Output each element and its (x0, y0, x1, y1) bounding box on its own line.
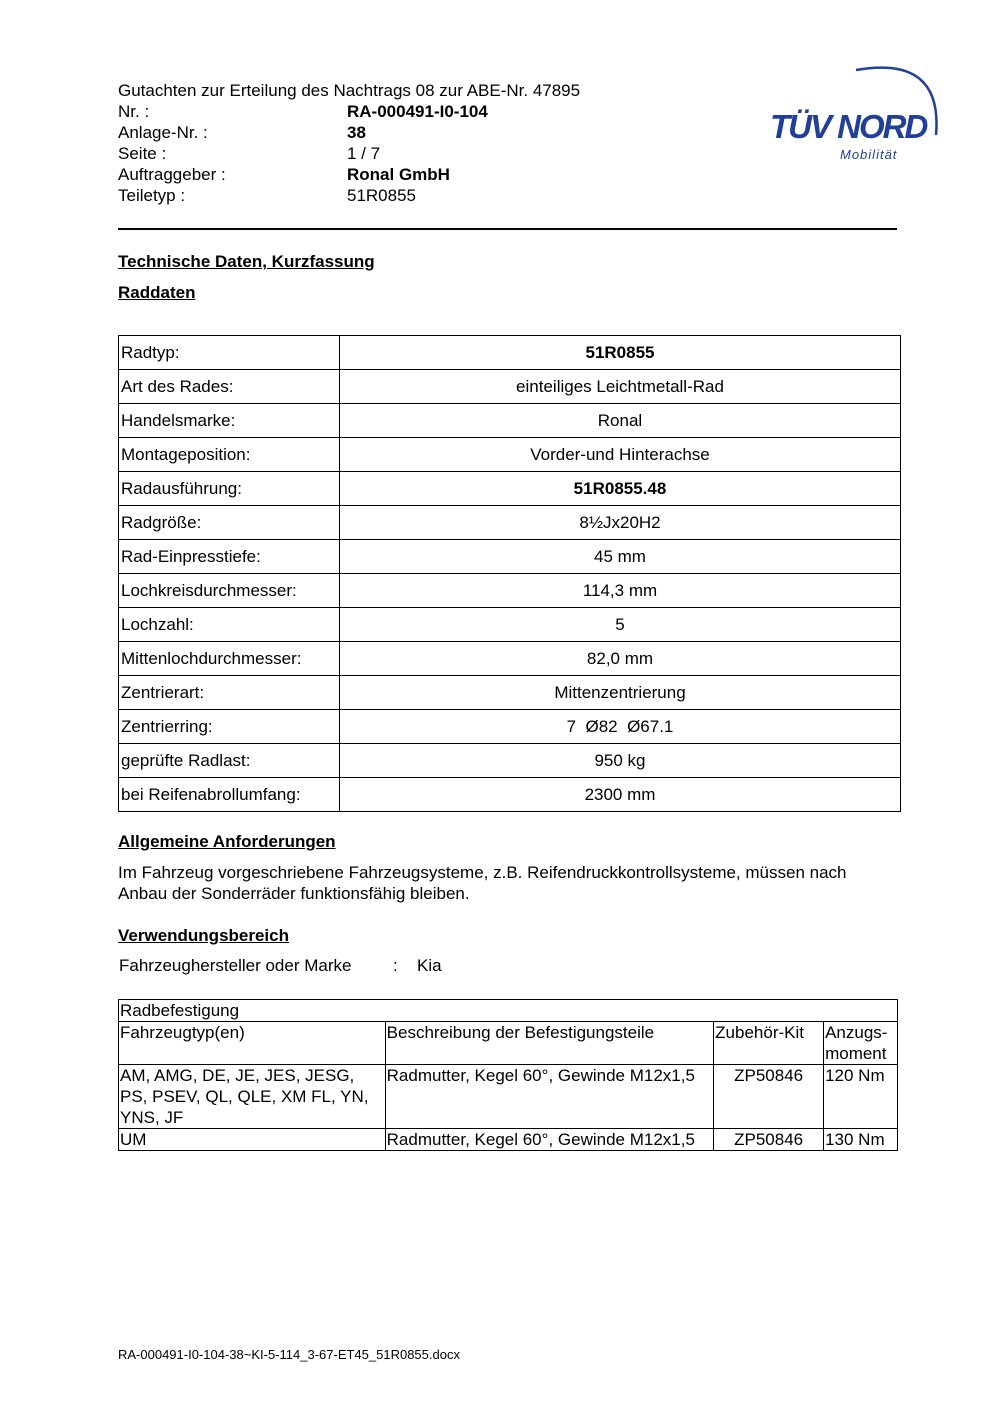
document-title: Gutachten zur Erteilung des Nachtrags 08 zur ABE-Nr. 47895 (118, 81, 581, 100)
row-value: 7 Ø82 Ø67.1 (340, 710, 901, 744)
row-label: Lochzahl: (119, 608, 340, 642)
table-row (119, 1129, 898, 1151)
header-divider (118, 228, 897, 230)
column-header: Anzugs-moment (824, 1022, 898, 1065)
row-label: Montageposition: (119, 438, 340, 472)
table-row (119, 676, 901, 710)
column-header: Zubehör-Kit (714, 1022, 824, 1065)
header-label: Seite : (118, 144, 167, 163)
cell-anzugsmoment: 130 Nm (824, 1129, 898, 1151)
header-value: 38 (347, 123, 366, 142)
table-row (119, 574, 901, 608)
table-row (119, 438, 901, 472)
table-row (119, 404, 901, 438)
row-value: 950 kg (340, 744, 901, 778)
allgemein-paragraph: Im Fahrzeug vorgeschriebene Fahrzeugsysteme, z.B. Reifendruckkontrollsysteme, müssen nach Anbau der Sonderräder funktionsfähig bleiben. (118, 863, 847, 903)
row-value: Mittenzentrierung (340, 676, 901, 710)
usage-label: Fahrzeughersteller oder Marke (119, 956, 352, 975)
table-row (119, 778, 901, 812)
row-label: Rad-Einpresstiefe: (119, 540, 340, 574)
column-header: Beschreibung der Befestigungsteile (385, 1022, 714, 1065)
cell-beschreibung: Radmutter, Kegel 60°, Gewinde M12x1,5 (385, 1065, 714, 1129)
row-label: Radtyp: (119, 336, 340, 370)
table-header-row (119, 1022, 898, 1065)
row-label: Art des Rades: (119, 370, 340, 404)
row-label: Zentrierart: (119, 676, 340, 710)
row-value: 82,0 mm (340, 642, 901, 676)
section-title-verwendung: Verwendungsbereich (118, 926, 289, 945)
raddaten-table (118, 335, 901, 812)
column-header: Fahrzeugtyp(en) (119, 1022, 386, 1065)
row-value: 51R0855.48 (340, 472, 901, 506)
table-row (119, 370, 901, 404)
cell-zubehoer-kit: ZP50846 (714, 1065, 824, 1129)
table-row (119, 744, 901, 778)
header-label: Teiletyp : (118, 186, 186, 205)
cell-zubehoer-kit: ZP50846 (714, 1129, 824, 1151)
row-value: 114,3 mm (340, 574, 901, 608)
befestigung-table (118, 999, 898, 1151)
logo-brand-text: TÜV NORD (770, 108, 927, 145)
row-label: bei Reifenabrollumfang: (119, 778, 340, 812)
usage-separator: : (393, 956, 398, 975)
header-label: Auftraggeber : (118, 165, 226, 184)
header-label: Nr. : (118, 102, 150, 121)
row-label: Lochkreisdurchmesser: (119, 574, 340, 608)
table-row (119, 540, 901, 574)
cell-fahrzeugtyp: AM, AMG, DE, JE, JES, JESG, PS, PSEV, QL, QLE, XM FL, YN, YNS, JF (119, 1065, 386, 1129)
row-value: 2300 mm (340, 778, 901, 812)
row-value: Vorder-und Hinterachse (340, 438, 901, 472)
usage-value: Kia (417, 956, 442, 975)
header-value: 1 / 7 (347, 144, 381, 163)
table-row (119, 336, 901, 370)
cell-fahrzeugtyp: UM (119, 1129, 386, 1151)
table-row (119, 472, 901, 506)
table-row (119, 506, 901, 540)
row-value: Ronal (340, 404, 901, 438)
footer-filename: RA-000491-I0-104-38~KI-5-114_3-67-ET45_51R0855.docx (118, 1347, 460, 1362)
header-value: Ronal GmbH (347, 165, 450, 184)
row-value: 5 (340, 608, 901, 642)
row-value: einteiliges Leichtmetall-Rad (340, 370, 901, 404)
table-title-row (119, 1000, 898, 1022)
row-label: Radausführung: (119, 472, 340, 506)
cell-anzugsmoment: 120 Nm (824, 1065, 898, 1129)
row-label: Zentrierring: (119, 710, 340, 744)
row-value: 8½Jx20H2 (340, 506, 901, 540)
logo-arc-icon (768, 60, 948, 170)
header-value: RA-000491-I0-104 (347, 102, 488, 121)
table-row (119, 710, 901, 744)
row-label: Mittenlochdurchmesser: (119, 642, 340, 676)
section-title-allgemein: Allgemeine Anforderungen (118, 832, 336, 851)
tuev-nord-logo (768, 60, 948, 170)
logo-sub-text: Mobilität (840, 147, 898, 162)
section-title-tech: Technische Daten, Kurzfassung (118, 252, 375, 271)
table-row (119, 642, 901, 676)
row-label: Handelsmarke: (119, 404, 340, 438)
row-label: Radgröße: (119, 506, 340, 540)
header-label: Anlage-Nr. : (118, 123, 208, 142)
table-row (119, 608, 901, 642)
row-value: 45 mm (340, 540, 901, 574)
row-label: geprüfte Radlast: (119, 744, 340, 778)
table-title: Radbefestigung (119, 1000, 898, 1022)
table-row (119, 1065, 898, 1129)
section-title-raddaten: Raddaten (118, 283, 196, 302)
row-value: 51R0855 (340, 336, 901, 370)
header-value: 51R0855 (347, 186, 417, 205)
cell-beschreibung: Radmutter, Kegel 60°, Gewinde M12x1,5 (385, 1129, 714, 1151)
